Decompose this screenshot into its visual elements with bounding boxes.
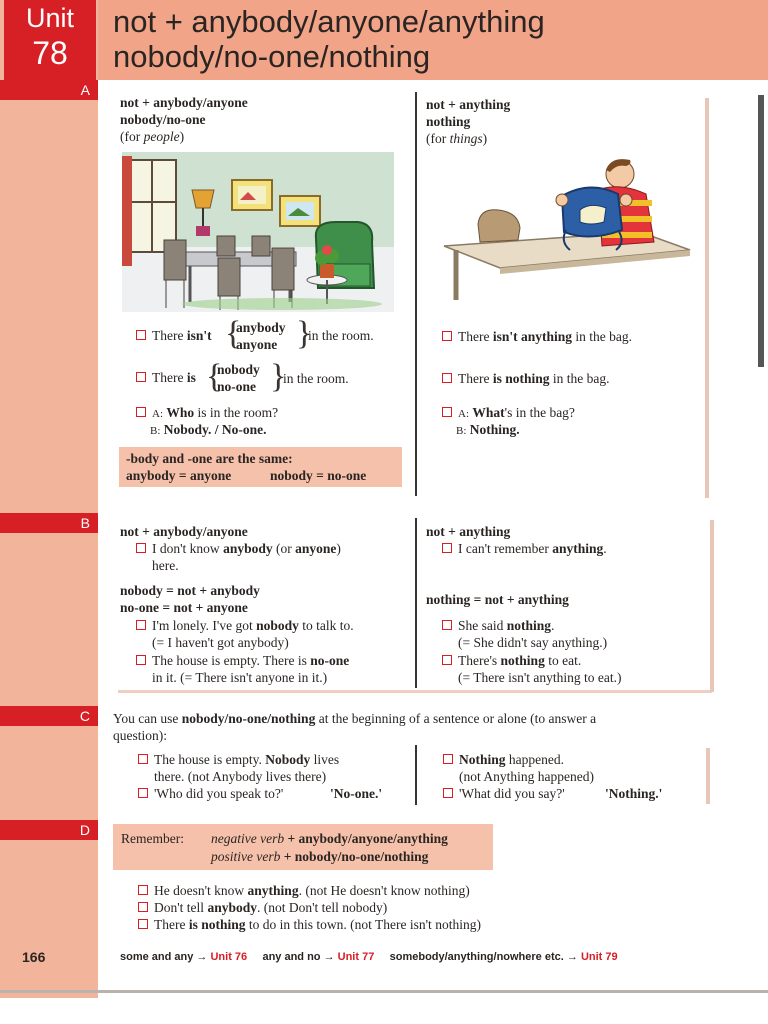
c-right-example-2-answer: 'Nothing.' <box>605 786 663 801</box>
section-b-shadow <box>118 690 712 693</box>
c-left-example-1: The house is empty. Nobody lives <box>138 751 339 768</box>
a-right-example-3a: A: What's in the bag? <box>442 404 575 423</box>
a-left-heading-2: nobody/no-one <box>120 112 206 127</box>
b-right-example-3: There's nothing to eat. <box>442 652 581 669</box>
unit-label: Unit <box>25 3 74 33</box>
bullet-box-icon <box>136 655 146 665</box>
d-example-2: Don't tell anybody. (not Don't tell nobody) <box>138 899 387 916</box>
bullet-box-icon <box>442 407 452 417</box>
a-left-heading-1: not + anybody/anyone <box>120 95 248 110</box>
left-margin-strip <box>0 0 98 998</box>
bullet-box-icon <box>138 902 148 912</box>
a-left-option-3: nobody <box>217 362 260 377</box>
bullet-box-icon <box>138 885 148 895</box>
link-unit-76[interactable]: Unit 76 <box>210 951 248 963</box>
section-a-divider <box>415 92 417 496</box>
bullet-box-icon <box>136 407 146 417</box>
room-illustration <box>122 152 394 312</box>
c-left-example-2: 'Who did you speak to?' <box>138 785 283 802</box>
page-edge-mark <box>758 95 764 367</box>
same-note-line-2b: nobody = no-one <box>270 468 367 483</box>
c-left-example-2-answer: 'No-one.' <box>330 786 383 801</box>
bullet-box-icon <box>443 788 453 798</box>
section-a-shadow <box>705 98 709 498</box>
b-left-example-2: I'm lonely. I've got nobody to talk to. <box>136 617 354 634</box>
bullet-box-icon <box>442 331 452 341</box>
footer-rule <box>0 990 768 993</box>
same-note-line-2a: anybody = anyone <box>126 468 232 483</box>
brace-open-icon: { <box>206 358 223 395</box>
brace-close-icon: } <box>270 358 287 395</box>
brace-open-icon: { <box>225 315 242 352</box>
bullet-box-icon <box>136 372 146 382</box>
a-right-heading-3: (for things) <box>426 131 488 146</box>
a-left-example-1: There isn't <box>136 327 212 344</box>
a-left-option-1: anybody <box>236 320 286 335</box>
c-right-example-1-line2: (not Anything happened) <box>459 769 594 784</box>
b-left-example-1: I don't know anybody (or anyone) <box>136 540 341 557</box>
b-right-example-1: I can't remember anything. <box>442 540 607 557</box>
a-left-example-2-end: in the room. <box>283 371 349 386</box>
section-tab-d: D <box>0 820 98 840</box>
section-c-shadow <box>706 748 710 804</box>
bullet-box-icon <box>442 373 452 383</box>
unit-number: 78 <box>32 35 68 71</box>
b-left-heading-1: not + anybody/anyone <box>120 524 248 539</box>
bullet-box-icon <box>442 543 452 553</box>
b-left-example-3: The house is empty. There is no-one <box>136 652 349 669</box>
bullet-box-icon <box>138 919 148 929</box>
brace-close-icon: } <box>296 315 313 352</box>
a-right-example-3b: B: Nothing. <box>456 422 520 437</box>
bullet-box-icon <box>442 620 452 630</box>
b-right-heading-2: nothing = not + anything <box>426 592 569 607</box>
bullet-box-icon <box>136 330 146 340</box>
b-left-example-2-line2: (= I haven't got anybody) <box>152 635 289 650</box>
section-tab-b: B <box>0 513 98 533</box>
d-example-3: There is nothing to do in this town. (not There isn't nothing) <box>138 916 481 933</box>
a-right-example-2: There is nothing in the bag. <box>442 370 610 387</box>
b-right-example-2: She said nothing. <box>442 617 554 634</box>
page-title-line1: not + anybody/anyone/anything <box>113 4 545 39</box>
section-tab-c: C <box>0 706 98 726</box>
a-left-example-3b: B: Nobody. / No-one. <box>150 422 267 437</box>
b-left-example-1-line2: here. <box>152 558 179 573</box>
remember-label: Remember: <box>121 831 184 846</box>
bullet-box-icon <box>136 620 146 630</box>
a-right-heading-1: not + anything <box>426 97 511 112</box>
a-left-option-2: anyone <box>236 337 278 352</box>
d-example-1: He doesn't know anything. (not He doesn't know nothing) <box>138 882 470 899</box>
same-note-line-1: -body and -one are the same: <box>126 451 293 466</box>
page-number: 166 <box>22 949 46 965</box>
b-right-heading-1: not + anything <box>426 524 511 539</box>
b-left-heading-3: no-one = not + anyone <box>120 600 248 615</box>
section-b-divider <box>415 518 417 688</box>
c-intro-line-1: You can use nobody/no-one/nothing at the beginning of a sentence or alone (to answer a <box>113 711 597 726</box>
b-left-heading-2: nobody = not + anybody <box>120 583 260 598</box>
a-left-example-1-end: in the room. <box>308 328 374 343</box>
c-left-example-1-line2: there. (not Anybody lives there) <box>154 769 327 784</box>
c-right-example-2: 'What did you say?' <box>443 785 565 802</box>
bullet-box-icon <box>136 543 146 553</box>
a-left-example-2: There is <box>136 369 196 386</box>
remember-rule-2: positive verb + nobody/no-one/nothing <box>211 849 429 864</box>
b-right-example-2-line2: (= She didn't say anything.) <box>458 635 608 650</box>
link-unit-79[interactable]: Unit 79 <box>580 951 618 963</box>
a-left-option-4: no-one <box>217 379 257 394</box>
section-c-divider <box>415 745 417 805</box>
bullet-box-icon <box>138 788 148 798</box>
page-title-line2: nobody/no-one/nothing <box>113 39 431 74</box>
cross-reference-links: some and any → Unit 76 any and no → Unit 77 somebody/anything/nowhere etc. → Unit 79 <box>120 951 618 963</box>
c-intro-line-2: question): <box>113 728 167 743</box>
b-left-example-3-line2: in it. (= There isn't anyone in it.) <box>152 670 328 685</box>
man-with-bag-illustration <box>440 150 700 305</box>
a-left-heading-3: (for people) <box>120 129 185 144</box>
link-unit-77[interactable]: Unit 77 <box>337 951 375 963</box>
a-right-heading-2: nothing <box>426 114 471 129</box>
section-b-shadow-right <box>710 520 714 692</box>
bullet-box-icon <box>442 655 452 665</box>
bullet-box-icon <box>138 754 148 764</box>
remember-rule-1: negative verb + anybody/anyone/anything <box>211 831 448 846</box>
bullet-box-icon <box>443 754 453 764</box>
b-right-example-3-line2: (= There isn't anything to eat.) <box>458 670 622 685</box>
c-right-example-1: Nothing happened. <box>443 751 564 768</box>
a-right-example-1: There isn't anything in the bag. <box>442 328 632 345</box>
a-left-example-3a: A: Who is in the room? <box>136 404 278 423</box>
section-tab-a: A <box>0 80 98 100</box>
